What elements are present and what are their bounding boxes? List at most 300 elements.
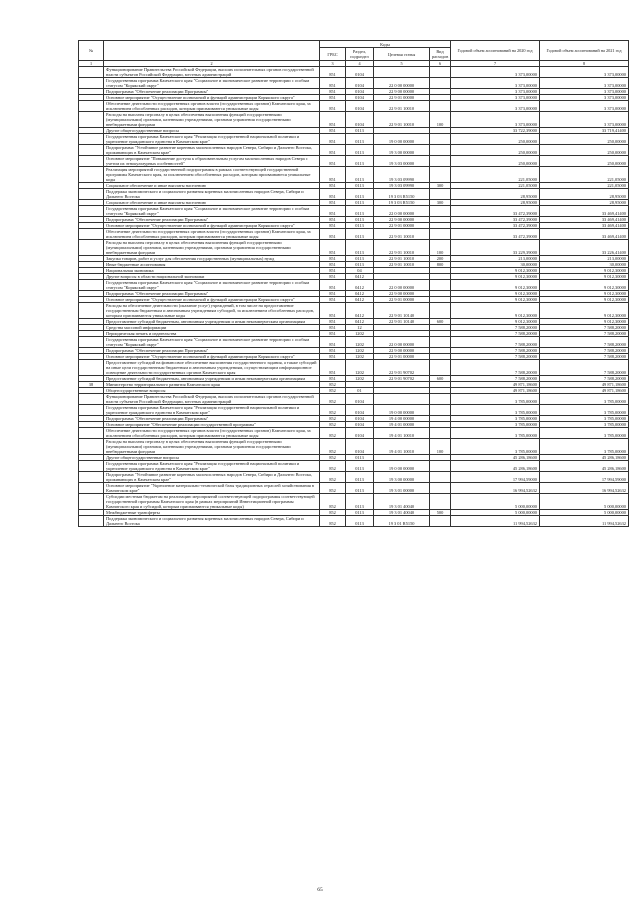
row-target: 19 3 00 00000 bbox=[374, 145, 430, 156]
row-name: Поддержка экономического и социального развития коренных малочисленных народов Севера, Сибири и Дальнего Востока bbox=[104, 189, 320, 200]
row-target: 19 3 01 R5150 bbox=[374, 516, 430, 527]
row-name: Предоставление субсидий бюджетным, автономным учреждениям и иным некоммерческим организациям bbox=[104, 319, 320, 325]
row-name: Функционирование Правительства Российской Федерации, высших исполнительных органов государственной власти субъектов Российской Федерации, местных администраций bbox=[104, 394, 320, 405]
row-grbs: 851 bbox=[320, 101, 346, 112]
row-sum-2020: 3 373,00000 bbox=[451, 95, 540, 101]
row-sum-2020: 250,00000 bbox=[451, 145, 540, 156]
row-expense-type bbox=[430, 78, 451, 89]
row-grbs: 851 bbox=[320, 200, 346, 206]
row-target: 19 4 01 10010 bbox=[374, 428, 430, 439]
row-sum-2020: 3 785,00000 bbox=[451, 405, 540, 416]
row-target: 22 9 01 00000 bbox=[374, 223, 430, 229]
row-grbs: 851 bbox=[320, 145, 346, 156]
row-sum-2021: 7 588,20000 bbox=[540, 331, 629, 337]
row-sum-2020: 7 588,20000 bbox=[451, 360, 540, 376]
row-grbs: 852 bbox=[320, 439, 346, 455]
row-sum-2021: 30,00000 bbox=[540, 262, 629, 268]
row-name: Социальное обеспечение и иные выплаты населению bbox=[104, 200, 320, 206]
row-expense-type bbox=[430, 229, 451, 240]
row-sum-2020: 33 472,39000 bbox=[451, 223, 540, 229]
row-section: 1202 bbox=[346, 348, 374, 354]
row-sum-2020: 28,95000 bbox=[451, 189, 540, 200]
row-sum-2021: 45 286,18600 bbox=[540, 461, 629, 472]
row-grbs: 852 bbox=[320, 416, 346, 422]
row-section: 0412 bbox=[346, 291, 374, 297]
row-sum-2021: 3 785,00000 bbox=[540, 428, 629, 439]
row-sum-2021: 33 719,41400 bbox=[540, 128, 629, 134]
row-sum-2020: 3 373,00000 bbox=[451, 67, 540, 78]
row-expense-type bbox=[430, 67, 451, 78]
row-target: 22 9 01 10140 bbox=[374, 303, 430, 319]
row-name: Государственная программа Камчатского края "Социальное и экономическое развитие территории с особым статусом "Корякский округ" bbox=[104, 337, 320, 348]
table-body bbox=[79, 67, 629, 527]
row-name: Национальная экономика bbox=[104, 268, 320, 274]
row-sum-2021: 3 373,00000 bbox=[540, 112, 629, 128]
row-sum-2020: 250,00000 bbox=[451, 156, 540, 167]
row-section: 1202 bbox=[346, 376, 374, 382]
row-name: Основное мероприятие "Осуществление полномочий и функций администрации Корякского округа" bbox=[104, 95, 320, 101]
header-number: № bbox=[79, 41, 104, 61]
row-number bbox=[79, 394, 104, 405]
row-target: 19 3 00 00000 bbox=[374, 472, 430, 483]
row-grbs: 851 bbox=[320, 206, 346, 217]
row-sum-2021: 3 785,00000 bbox=[540, 394, 629, 405]
row-name: Закупка товаров, работ и услуг для обеспечения государственных (муниципальных) нужд bbox=[104, 256, 320, 262]
row-grbs: 851 bbox=[320, 256, 346, 262]
row-sum-2020: 5 000,00000 bbox=[451, 510, 540, 516]
row-grbs: 851 bbox=[320, 67, 346, 78]
row-sum-2021: 9 012,30000 bbox=[540, 319, 629, 325]
row-name: Основное мероприятие "Осуществление полномочий и функций администрации Корякского округа" bbox=[104, 354, 320, 360]
row-grbs: 851 bbox=[320, 217, 346, 223]
row-section: 0104 bbox=[346, 112, 374, 128]
row-name: Расходы на выплаты персоналу в целях обеспечения выполнения функций государственными (муниципальными) органами, казенными учреждениями, органами управления государственными внебюджетными фондами bbox=[104, 240, 320, 256]
row-sum-2020: 45 286,18600 bbox=[451, 461, 540, 472]
row-sum-2021: 7 588,20000 bbox=[540, 360, 629, 376]
row-name: Иные бюджетные ассигнования bbox=[104, 262, 320, 268]
table-row bbox=[79, 303, 629, 319]
row-section: 0113 bbox=[346, 240, 374, 256]
row-section: 1202 bbox=[346, 337, 374, 348]
row-section: 0104 bbox=[346, 416, 374, 422]
row-sum-2021: 7 588,20000 bbox=[540, 348, 629, 354]
row-target: 22 9 01 10010 bbox=[374, 262, 430, 268]
row-number bbox=[79, 439, 104, 455]
row-expense-type bbox=[430, 303, 451, 319]
row-sum-2020: 221,05000 bbox=[451, 167, 540, 183]
table-row bbox=[79, 280, 629, 291]
row-name: Реализация мероприятий государственной подпрограммы в рамках соответствующей государственной программы Камчатского края, за исключением обособленных расходов, которым присваиваются уникальные коды bbox=[104, 167, 320, 183]
row-sum-2021: 250,00000 bbox=[540, 145, 629, 156]
row-name: Предоставление субсидий бюджетным, автономным учреждениям и иным некоммерческим организациям bbox=[104, 376, 320, 382]
row-section: 0113 bbox=[346, 461, 374, 472]
row-section: 0412 bbox=[346, 319, 374, 325]
table-row bbox=[79, 145, 629, 156]
row-target: 19 3 03 09990 bbox=[374, 167, 430, 183]
row-sum-2020: 9 012,30000 bbox=[451, 280, 540, 291]
table-row bbox=[79, 394, 629, 405]
column-number: 4 bbox=[346, 61, 374, 67]
row-sum-2021: 7 588,20000 bbox=[540, 337, 629, 348]
row-name: Обеспечение деятельности государственных органов власти (государственных органов) Камчатского края, за исключением обособленных расходов, которым присваиваются уникальные коды bbox=[104, 428, 320, 439]
row-grbs: 851 bbox=[320, 223, 346, 229]
row-section: 1202 bbox=[346, 360, 374, 376]
row-expense-type: 500 bbox=[430, 510, 451, 516]
table-row bbox=[79, 206, 629, 217]
row-grbs: 851 bbox=[320, 112, 346, 128]
header-plan-2020: Годовой объем ассигнований на 2020 год bbox=[451, 41, 540, 61]
row-grbs: 852 bbox=[320, 461, 346, 472]
row-name: Другие общегосударственные вопросы bbox=[104, 455, 320, 461]
row-target: 19 3 01 40040 bbox=[374, 510, 430, 516]
row-expense-type: 100 bbox=[430, 439, 451, 455]
row-name: Государственная программа Камчатского края "Социальное и экономическое развитие территории с особым статусом "Корякский округ" bbox=[104, 280, 320, 291]
row-sum-2020: 7 588,20000 bbox=[451, 325, 540, 331]
row-section: 0113 bbox=[346, 183, 374, 189]
row-name: Подпрограмма "Устойчивое развитие коренных малочисленных народов Севера, Сибири и Дальнего Востока, проживающих в Камчатском крае" bbox=[104, 472, 320, 483]
row-sum-2020: 3 785,00000 bbox=[451, 428, 540, 439]
row-sum-2021: 3 373,00000 bbox=[540, 67, 629, 78]
row-target bbox=[374, 394, 430, 405]
row-section: 0104 bbox=[346, 422, 374, 428]
row-target: 22 9 01 10010 bbox=[374, 112, 430, 128]
row-sum-2020: 5 000,00000 bbox=[451, 494, 540, 510]
row-sum-2020: 9 012,30000 bbox=[451, 291, 540, 297]
table-row bbox=[79, 360, 629, 376]
table-row bbox=[79, 472, 629, 483]
row-expense-type: 100 bbox=[430, 112, 451, 128]
row-name: Средства массовой информации bbox=[104, 325, 320, 331]
row-sum-2021: 28,95000 bbox=[540, 200, 629, 206]
row-section: 0104 bbox=[346, 89, 374, 95]
row-sum-2020: 17 994,59000 bbox=[451, 472, 540, 483]
row-number bbox=[79, 145, 104, 156]
row-target: 22 9 01 90702 bbox=[374, 360, 430, 376]
row-grbs: 851 bbox=[320, 167, 346, 183]
row-grbs: 851 bbox=[320, 128, 346, 134]
row-sum-2021: 9 012,30000 bbox=[540, 268, 629, 274]
table-row bbox=[79, 439, 629, 455]
row-sum-2020: 45 286,18600 bbox=[451, 455, 540, 461]
row-number: 38 bbox=[79, 382, 104, 388]
table-row bbox=[79, 428, 629, 439]
row-sum-2021: 221,05000 bbox=[540, 167, 629, 183]
row-number bbox=[79, 134, 104, 145]
row-sum-2021: 3 373,00000 bbox=[540, 78, 629, 89]
row-expense-type: 300 bbox=[430, 200, 451, 206]
row-number bbox=[79, 189, 104, 200]
row-expense-type bbox=[430, 394, 451, 405]
row-section: 0113 bbox=[346, 206, 374, 217]
table-row bbox=[79, 229, 629, 240]
row-expense-type: 200 bbox=[430, 256, 451, 262]
row-number bbox=[79, 280, 104, 291]
row-section: 0104 bbox=[346, 67, 374, 78]
row-number bbox=[79, 405, 104, 416]
row-name: Подпрограмма "Обеспечение реализации Программы" bbox=[104, 348, 320, 354]
row-grbs: 852 bbox=[320, 388, 346, 394]
row-section: 0104 bbox=[346, 439, 374, 455]
row-grbs: 851 bbox=[320, 183, 346, 189]
row-name: Основное мероприятие "Повышение доступа к образовательным услугам малочисленных народов Севера с учетом их этнокультурных особенностей" bbox=[104, 156, 320, 167]
row-sum-2020: 7 588,20000 bbox=[451, 337, 540, 348]
row-number bbox=[79, 240, 104, 256]
row-number bbox=[79, 483, 104, 494]
row-grbs: 851 bbox=[320, 274, 346, 280]
row-target: 19 4 01 00000 bbox=[374, 422, 430, 428]
row-sum-2021: 3 373,00000 bbox=[540, 89, 629, 95]
row-target: 22 9 01 00000 bbox=[374, 297, 430, 303]
row-number bbox=[79, 229, 104, 240]
row-target: 22 9 01 00000 bbox=[374, 354, 430, 360]
row-grbs: 852 bbox=[320, 428, 346, 439]
table-row bbox=[79, 156, 629, 167]
row-grbs: 852 bbox=[320, 516, 346, 527]
row-sum-2020: 3 785,00000 bbox=[451, 416, 540, 422]
row-sum-2021: 17 994,59000 bbox=[540, 472, 629, 483]
row-section: 0113 bbox=[346, 156, 374, 167]
row-number bbox=[79, 360, 104, 376]
row-sum-2021: 16 994,52632 bbox=[540, 483, 629, 494]
row-name: Подпрограмма "Обеспечение реализации Программы" bbox=[104, 217, 320, 223]
row-expense-type: 100 bbox=[430, 240, 451, 256]
row-target: 22 9 01 10010 bbox=[374, 240, 430, 256]
row-target: 19 3 03 R5150 bbox=[374, 200, 430, 206]
row-name: Государственная программа Камчатского края "Социальное и экономическое развитие территории с особым статусом "Корякский округ" bbox=[104, 206, 320, 217]
row-section: 0113 bbox=[346, 510, 374, 516]
table-row bbox=[79, 483, 629, 494]
row-grbs: 852 bbox=[320, 472, 346, 483]
row-grbs: 851 bbox=[320, 134, 346, 145]
row-sum-2020: 49 871,18600 bbox=[451, 382, 540, 388]
row-grbs: 851 bbox=[320, 262, 346, 268]
row-name: Расходы на выплаты персоналу в целях обеспечения выполнения функций государственными (муниципальными) органами, казенными учреждениями, органами управления государственными внебюджетными фондами bbox=[104, 439, 320, 455]
row-grbs: 851 bbox=[320, 297, 346, 303]
row-grbs: 852 bbox=[320, 382, 346, 388]
row-name: Государственная программа Камчатского края "Социальное и экономическое развитие территории с особым статусом "Корякский округ" bbox=[104, 78, 320, 89]
table-row bbox=[79, 461, 629, 472]
row-expense-type: 300 bbox=[430, 183, 451, 189]
table-row bbox=[79, 78, 629, 89]
row-target: 22 9 00 00000 bbox=[374, 291, 430, 297]
row-expense-type bbox=[430, 516, 451, 527]
row-sum-2021: 33 469,41400 bbox=[540, 206, 629, 217]
row-section: 0104 bbox=[346, 428, 374, 439]
row-sum-2020: 9 012,30000 bbox=[451, 297, 540, 303]
row-section: 12 bbox=[346, 325, 374, 331]
row-sum-2020: 7 588,20000 bbox=[451, 331, 540, 337]
header-section: Раздел, подраздел bbox=[346, 48, 374, 61]
row-section: 0113 bbox=[346, 256, 374, 262]
row-sum-2020: 3 785,00000 bbox=[451, 439, 540, 455]
row-section: 01 bbox=[346, 388, 374, 394]
row-target: 19 0 00 00000 bbox=[374, 405, 430, 416]
row-sum-2020: 33 472,39000 bbox=[451, 217, 540, 223]
row-sum-2021: 3 785,00000 bbox=[540, 439, 629, 455]
row-number bbox=[79, 156, 104, 167]
row-section: 0412 bbox=[346, 274, 374, 280]
row-section: 0113 bbox=[346, 262, 374, 268]
row-sum-2021: 221,05000 bbox=[540, 183, 629, 189]
row-grbs: 851 bbox=[320, 354, 346, 360]
row-grbs: 851 bbox=[320, 89, 346, 95]
header-codes: Коды bbox=[320, 41, 451, 48]
row-grbs: 851 bbox=[320, 360, 346, 376]
row-target: 22 9 01 00000 bbox=[374, 95, 430, 101]
row-section: 0113 bbox=[346, 455, 374, 461]
row-sum-2020: 250,00000 bbox=[451, 134, 540, 145]
row-grbs: 851 bbox=[320, 325, 346, 331]
page-number: 65 bbox=[317, 887, 323, 893]
row-sum-2020: 213,00000 bbox=[451, 256, 540, 262]
row-grbs: 852 bbox=[320, 494, 346, 510]
column-number: 1 bbox=[79, 61, 104, 67]
row-target: 22 0 00 00000 bbox=[374, 280, 430, 291]
row-grbs: 851 bbox=[320, 95, 346, 101]
column-number: 2 bbox=[104, 61, 320, 67]
row-section: 0113 bbox=[346, 128, 374, 134]
row-number bbox=[79, 67, 104, 78]
row-sum-2021: 9 012,30000 bbox=[540, 303, 629, 319]
row-sum-2021: 250,00000 bbox=[540, 156, 629, 167]
row-name: Общегосударственные вопросы bbox=[104, 388, 320, 394]
row-section: 0412 bbox=[346, 280, 374, 291]
row-expense-type bbox=[430, 461, 451, 472]
row-sum-2020: 3 785,00000 bbox=[451, 422, 540, 428]
row-section: 0104 bbox=[346, 95, 374, 101]
row-section: 0113 bbox=[346, 472, 374, 483]
row-section: 0104 bbox=[346, 101, 374, 112]
row-section: 0412 bbox=[346, 297, 374, 303]
row-sum-2020: 221,05000 bbox=[451, 183, 540, 189]
header-grbs: ГРБС bbox=[320, 48, 346, 61]
row-sum-2021: 9 012,30000 bbox=[540, 280, 629, 291]
row-section: 0104 bbox=[346, 78, 374, 89]
row-target: 19 4 01 10010 bbox=[374, 439, 430, 455]
row-name: Государственная программа Камчатского края "Реализация государственной национальной политики и укрепление гражданского единства в Камчатском крае" bbox=[104, 134, 320, 145]
row-name: Государственная программа Камчатского края "Реализация государственной национальной политики и укрепление гражданского единства в Камчатском крае" bbox=[104, 461, 320, 472]
row-section: 0113 bbox=[346, 229, 374, 240]
row-sum-2020: 3 373,00000 bbox=[451, 101, 540, 112]
row-name: Обеспечение деятельности государственных органов власти (государственных органов) Камчатского края, за исключением обособленных расходов, которым присваиваются уникальные коды bbox=[104, 101, 320, 112]
row-name: Основное мероприятие "Осуществление полномочий и функций администрации Корякского округа" bbox=[104, 297, 320, 303]
row-target: 22 9 01 10010 bbox=[374, 101, 430, 112]
row-target: 22 9 00 00000 bbox=[374, 217, 430, 223]
row-name: Субсидии местным бюджетам на реализацию мероприятий соответствующей подпрограммы соответствующей государственной программы Камчатского края (в рамках мероприятий Инвестиционной программы Камчатского края и субсидий, которым присваиваются уникальные коды) bbox=[104, 494, 320, 510]
row-target: 22 9 01 10010 bbox=[374, 256, 430, 262]
column-number: 5 bbox=[374, 61, 430, 67]
row-section: 0104 bbox=[346, 405, 374, 416]
row-target: 22 0 00 00000 bbox=[374, 337, 430, 348]
row-sum-2020: 9 012,30000 bbox=[451, 268, 540, 274]
row-expense-type: 800 bbox=[430, 262, 451, 268]
row-grbs: 851 bbox=[320, 78, 346, 89]
row-grbs: 851 bbox=[320, 319, 346, 325]
row-target: 19 3 03 00000 bbox=[374, 156, 430, 167]
row-expense-type bbox=[430, 101, 451, 112]
row-name: Подпрограмма "Устойчивое развитие коренных малочисленных народов Севера, Сибири и Дальнего Востока, проживающих в Камчатском крае" bbox=[104, 145, 320, 156]
table-row bbox=[79, 494, 629, 510]
row-expense-type bbox=[430, 145, 451, 156]
row-name: Основное мероприятие "Укрепление материально-технической базы традиционных отраслей хозяйствования в Камчатском крае" bbox=[104, 483, 320, 494]
row-sum-2021: 3 785,00000 bbox=[540, 405, 629, 416]
row-number bbox=[79, 206, 104, 217]
row-name: Межбюджетные трансферты bbox=[104, 510, 320, 516]
row-sum-2021: 7 588,20000 bbox=[540, 376, 629, 382]
row-target: 19 3 01 40040 bbox=[374, 494, 430, 510]
row-sum-2021: 250,00000 bbox=[540, 134, 629, 145]
row-sum-2021: 3 373,00000 bbox=[540, 95, 629, 101]
row-sum-2020: 9 012,30000 bbox=[451, 274, 540, 280]
row-grbs: 851 bbox=[320, 280, 346, 291]
row-name: Подпрограмма "Обеспечение реализации Программы" bbox=[104, 416, 320, 422]
row-grbs: 851 bbox=[320, 303, 346, 319]
row-expense-type bbox=[430, 337, 451, 348]
row-sum-2021: 28,95000 bbox=[540, 189, 629, 200]
row-target: 19 3 01 00000 bbox=[374, 483, 430, 494]
table-row bbox=[79, 67, 629, 78]
row-target: 22 9 01 90702 bbox=[374, 376, 430, 382]
table-row bbox=[79, 189, 629, 200]
row-sum-2021: 213,00000 bbox=[540, 256, 629, 262]
row-target bbox=[374, 67, 430, 78]
row-name: Периодическая печать и издательства bbox=[104, 331, 320, 337]
row-sum-2020: 16 994,52632 bbox=[451, 483, 540, 494]
row-number bbox=[79, 428, 104, 439]
row-expense-type bbox=[430, 360, 451, 376]
table-row bbox=[79, 516, 629, 527]
row-section: 1202 bbox=[346, 354, 374, 360]
row-name: Функционирование Правительства Российской Федерации, высших исполнительных органов государственной власти субъектов Российской Федерации, местных администраций bbox=[104, 67, 320, 78]
row-grbs: 851 bbox=[320, 348, 346, 354]
row-sum-2021: 33 469,41400 bbox=[540, 217, 629, 223]
row-expense-type bbox=[430, 156, 451, 167]
row-section: 0113 bbox=[346, 494, 374, 510]
row-sum-2020: 49 871,18600 bbox=[451, 388, 540, 394]
row-section: 1202 bbox=[346, 331, 374, 337]
row-name: Государственная программа Камчатского края "Реализация государственной национальной политики и укрепление гражданского единства в Камчатском крае" bbox=[104, 405, 320, 416]
row-expense-type bbox=[430, 472, 451, 483]
row-sum-2021: 11 994,52632 bbox=[540, 516, 629, 527]
row-target: 22 9 01 10140 bbox=[374, 319, 430, 325]
row-sum-2020: 33 472,39000 bbox=[451, 206, 540, 217]
header-name bbox=[104, 41, 320, 61]
header-plan-2021: Годовой объем ассигнований на 2021 год bbox=[540, 41, 629, 61]
row-expense-type bbox=[430, 134, 451, 145]
column-number: 3 bbox=[320, 61, 346, 67]
row-number bbox=[79, 337, 104, 348]
row-sum-2021: 3 785,00000 bbox=[540, 422, 629, 428]
row-grbs: 852 bbox=[320, 405, 346, 416]
row-grbs: 851 bbox=[320, 240, 346, 256]
row-expense-type bbox=[430, 483, 451, 494]
row-target: 19 0 00 00000 bbox=[374, 134, 430, 145]
row-sum-2020: 3 373,00000 bbox=[451, 89, 540, 95]
row-sum-2021: 33 469,41400 bbox=[540, 223, 629, 229]
row-name: Другие вопросы в области национальной экономики bbox=[104, 274, 320, 280]
row-section: 0113 bbox=[346, 200, 374, 206]
row-section: 0412 bbox=[346, 303, 374, 319]
row-sum-2020: 7 588,20000 bbox=[451, 354, 540, 360]
row-name: Другие общегосударственные вопросы bbox=[104, 128, 320, 134]
row-name: Основное мероприятие "Обеспечение реализации государственной программы" bbox=[104, 422, 320, 428]
row-target: 22 9 00 00000 bbox=[374, 348, 430, 354]
row-expense-type bbox=[430, 280, 451, 291]
row-sum-2021: 9 012,30000 bbox=[540, 297, 629, 303]
row-grbs: 851 bbox=[320, 291, 346, 297]
row-sum-2021: 49 871,18600 bbox=[540, 388, 629, 394]
row-expense-type bbox=[430, 167, 451, 183]
